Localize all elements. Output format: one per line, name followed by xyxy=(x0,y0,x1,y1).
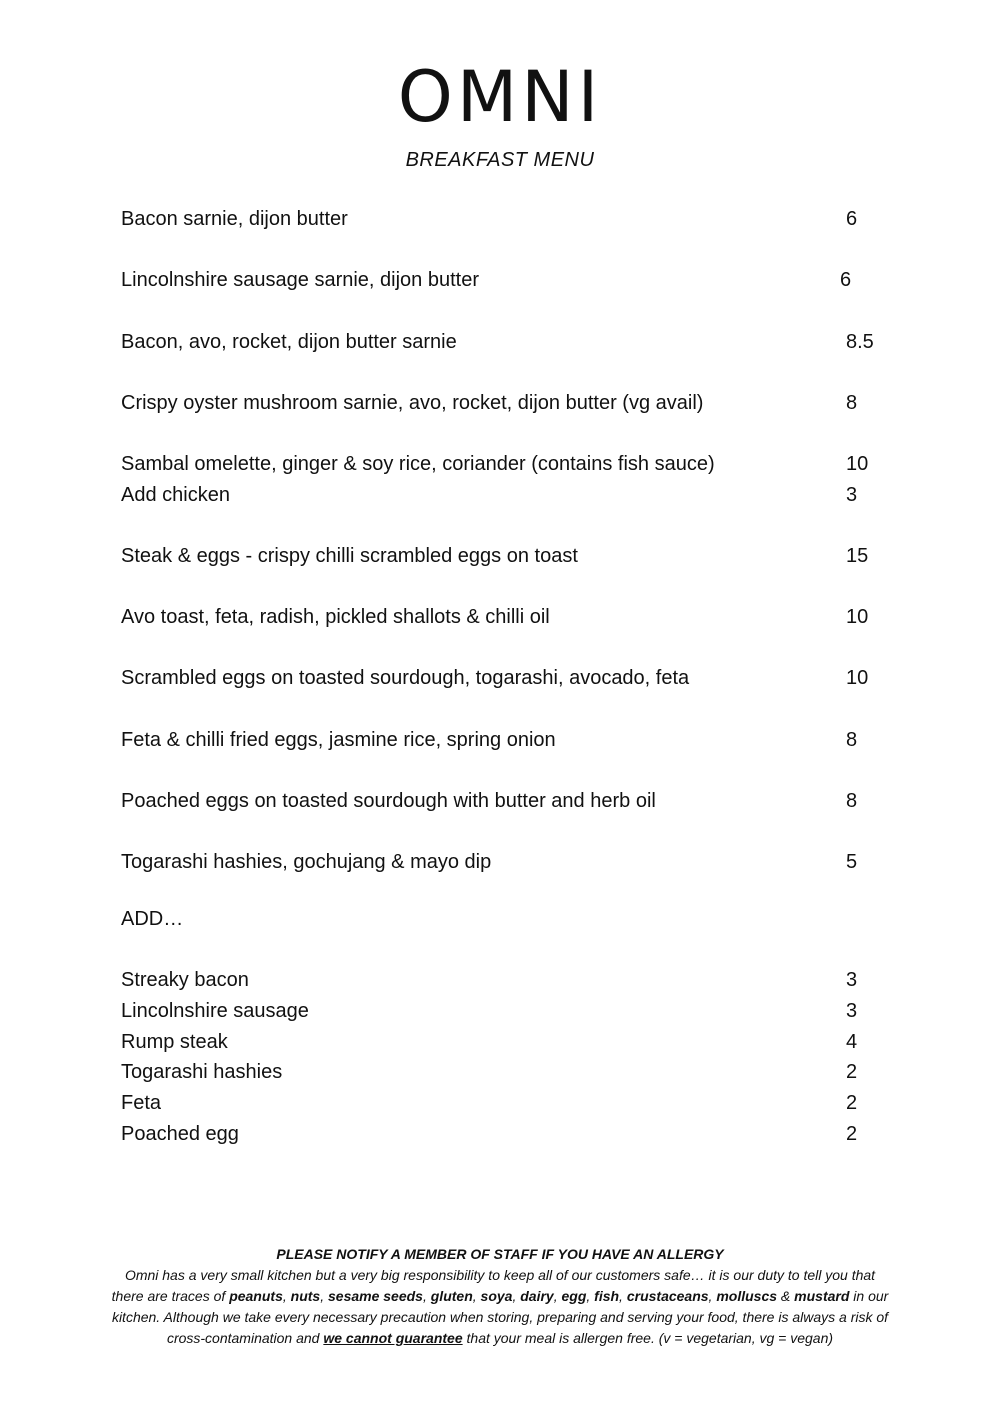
menu-item-name: Lincolnshire sausage sarnie, dijon butter xyxy=(121,269,479,291)
menu-item-name: Avo toast, feta, radish, pickled shallots & chilli oil xyxy=(121,606,550,628)
extra-item-price: 2 xyxy=(846,1123,858,1145)
extra-item-name: Lincolnshire sausage xyxy=(121,1000,309,1022)
menu-item-name: Togarashi hashies, gochujang & mayo dip xyxy=(121,851,492,873)
add-section-heading: ADD… xyxy=(121,908,184,930)
allergy-notice xyxy=(110,1244,890,1349)
menu-item xyxy=(121,449,881,479)
menu-item xyxy=(121,204,881,234)
extra-item-name: Streaky bacon xyxy=(121,969,249,991)
menu-item-addon xyxy=(121,480,881,510)
menu-item xyxy=(121,541,881,571)
menu-item-name: Add chicken xyxy=(121,484,230,506)
menu-title: BREAKFAST MENU xyxy=(405,149,595,171)
menu-item-name: Scrambled eggs on toasted sourdough, togarashi, avocado, feta xyxy=(121,667,690,689)
menu-item-price: 10 xyxy=(846,453,869,475)
menu-item xyxy=(121,602,881,632)
menu-item-price: 10 xyxy=(846,667,869,689)
allergy-heading: PLEASE NOTIFY A MEMBER OF STAFF IF YOU HAVE AN ALLERGY xyxy=(276,1246,724,1262)
extra-item-price: 3 xyxy=(846,1000,858,1022)
extra-item xyxy=(121,996,881,1026)
menu-item-name: Sambal omelette, ginger & soy rice, coriander (contains fish sauce) xyxy=(121,453,715,475)
extra-item-price: 4 xyxy=(846,1031,858,1053)
menu-item-price: 8 xyxy=(846,729,858,751)
extra-item xyxy=(121,1057,881,1087)
menu-item-price: 6 xyxy=(840,269,852,291)
menu-item-name: Steak & eggs - crispy chilli scrambled eggs on toast xyxy=(121,545,578,567)
menu-item-name: Poached eggs on toasted sourdough with butter and herb oil xyxy=(121,790,656,812)
menu-item-price: 6 xyxy=(846,208,858,230)
menu-item xyxy=(121,847,881,877)
menu-item-price: 15 xyxy=(846,545,869,567)
menu-item-price: 8.5 xyxy=(846,331,874,353)
menu-item-price: 10 xyxy=(846,606,869,628)
menu-item-name: Bacon sarnie, dijon butter xyxy=(121,208,348,230)
menu-item-name: Bacon, avo, rocket, dijon butter sarnie xyxy=(121,331,457,353)
menu-item-price: 8 xyxy=(846,790,858,812)
allergy-body: Omni has a very small kitchen but a very big responsibility to keep all of our customers safe… it is our duty to tell you that there are traces of peanuts, nuts, sesame seeds, gluten, soya, dairy, egg, fish, crustaceans, molluscs & mustard in our kitchen. Although we take every necessary precaution when storing, preparing and serving your food, there is always a risk of cross-contamination and we cannot guarantee that your meal is allergen free. (v = vegetarian, vg = vegan) xyxy=(111,1267,889,1346)
menu-item xyxy=(121,327,881,357)
extra-item xyxy=(121,1088,881,1118)
menu-item-price: 3 xyxy=(846,484,858,506)
menu-item xyxy=(121,786,881,816)
extra-item-price: 2 xyxy=(846,1092,858,1114)
restaurant-logo: OMNI xyxy=(397,56,603,138)
menu-item xyxy=(121,265,881,295)
extra-item xyxy=(121,1027,881,1057)
menu-item xyxy=(121,725,881,755)
extra-item-price: 2 xyxy=(846,1061,858,1083)
menu-item xyxy=(121,388,881,418)
menu-item-price: 5 xyxy=(846,851,858,873)
extra-item-name: Poached egg xyxy=(121,1123,239,1145)
menu-item xyxy=(121,663,881,693)
extra-item xyxy=(121,965,881,995)
extra-item-price: 3 xyxy=(846,969,858,991)
menu-item-name: Crispy oyster mushroom sarnie, avo, rocket, dijon butter (vg avail) xyxy=(121,392,704,414)
extra-item xyxy=(121,1119,881,1149)
menu-item-name: Feta & chilli fried eggs, jasmine rice, spring onion xyxy=(121,729,556,751)
extra-item-name: Rump steak xyxy=(121,1031,228,1053)
extra-item-name: Togarashi hashies xyxy=(121,1061,283,1083)
menu-item-price: 8 xyxy=(846,392,858,414)
extra-item-name: Feta xyxy=(121,1092,162,1114)
